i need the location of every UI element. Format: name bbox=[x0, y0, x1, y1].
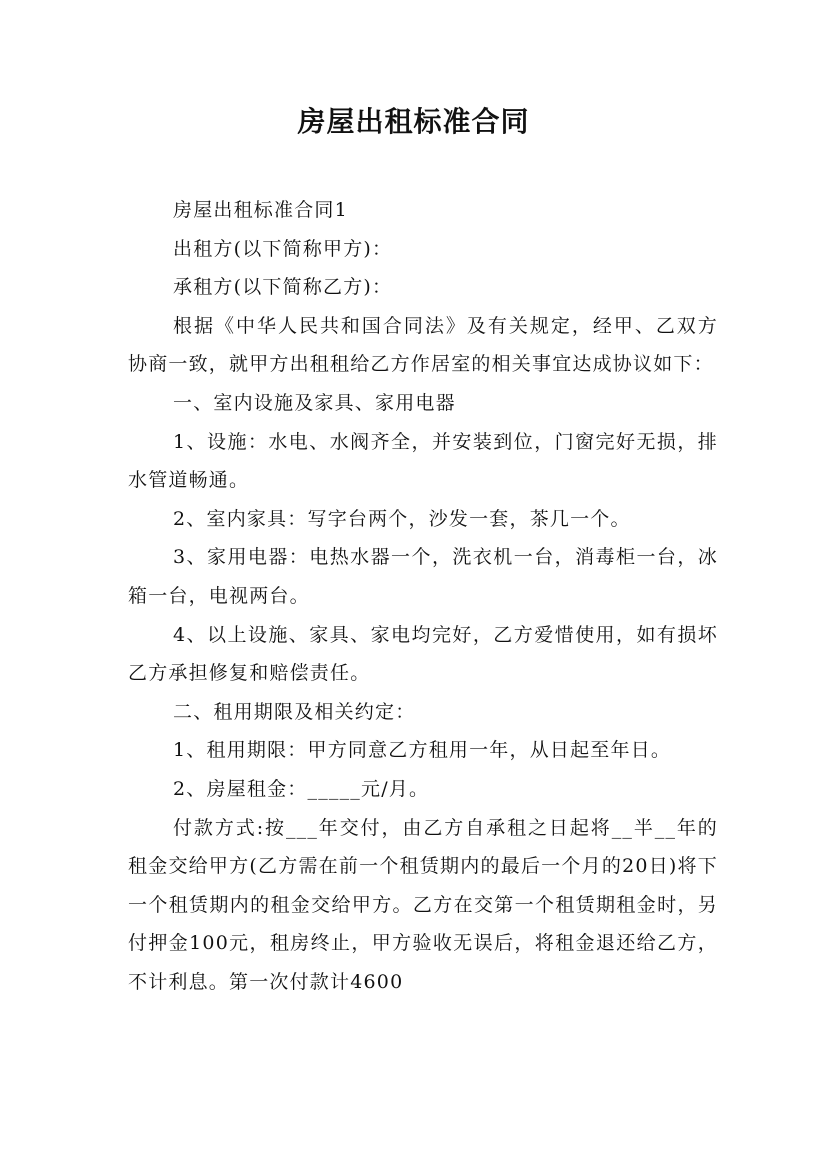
paragraph-lease-term: 1、租用期限：甲方同意乙方租用一年，从日起至年日。 bbox=[173, 739, 672, 762]
paragraph-lessor: 出租方(以下简称甲方)： bbox=[173, 237, 393, 260]
paragraph-condition: 4、以上设施、家具、家电均完好，乙方爱惜使用，如有损坏乙方承担修复和赔偿责任。 bbox=[128, 623, 718, 685]
document-body bbox=[128, 191, 718, 1001]
paragraph-section-1-heading: 一、室内设施及家具、家用电器 bbox=[173, 391, 456, 414]
paragraph-section-2-heading: 二、租用期限及相关约定： bbox=[173, 700, 416, 723]
paragraph-payment-method: 付款方式:按___年交付，由乙方自承租之日起将__半__年的租金交给甲方(乙方需在前一个租赁期内的最后一个月的20日)将下一个租赁期内的租金交给甲方。乙方在交第一个租赁期租金时，另付押金100元，租房终止，甲方验收无误后，将租金退还给乙方，不计利息。第一次付款计4600 bbox=[128, 816, 718, 993]
paragraph-facilities: 1、设施：水电、水阀齐全，并安装到位，门窗完好无损，排水管道畅通。 bbox=[128, 430, 718, 492]
paragraph-lessee: 承租方(以下简称乙方)： bbox=[173, 276, 393, 299]
document-title: 房屋出租标准合同 bbox=[297, 105, 530, 138]
paragraph-heading-number: 房屋出租标准合同1 bbox=[173, 199, 348, 221]
paragraph-appliances: 3、家用电器：电热水器一个，洗衣机一台，消毒柜一台，冰箱一台，电视两台。 bbox=[128, 546, 718, 607]
paragraph-rent: 2、房屋租金：_____元/月。 bbox=[173, 777, 430, 800]
paragraph-furniture: 2、室内家具：写字台两个，沙发一套，茶几一个。 bbox=[173, 507, 631, 530]
paragraph-preamble: 根据《中华人民共和国合同法》及有关规定，经甲、乙双方协商一致，就甲方出租租给乙方作居室的相关事宜达成协议如下： bbox=[128, 314, 718, 376]
